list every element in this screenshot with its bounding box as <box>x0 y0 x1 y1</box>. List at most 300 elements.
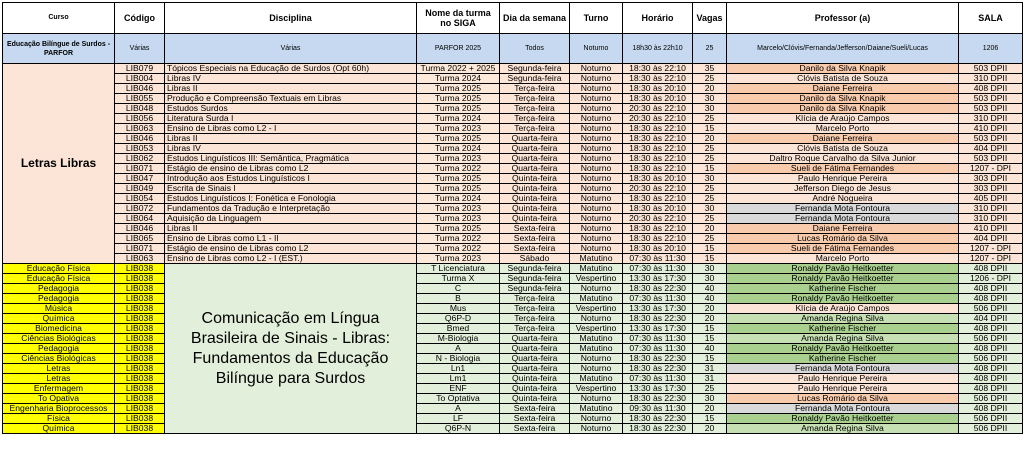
cell-disciplina: Libras II <box>165 134 417 144</box>
cell-codigo: LIB038 <box>115 354 165 364</box>
table-row <box>3 194 1023 204</box>
cell-codigo: LIB079 <box>115 64 165 74</box>
cell-codigo: LIB046 <box>115 134 165 144</box>
cell-vagas: 25 <box>693 234 727 244</box>
cell-professor: Marcelo Porto <box>727 254 959 264</box>
cell-turno: Noturno <box>570 144 623 154</box>
cell-dia: Terça-feira <box>500 84 570 94</box>
cell-curso: Pedagogia <box>3 344 115 354</box>
cell-codigo: LIB038 <box>115 424 165 434</box>
table-row <box>3 234 1023 244</box>
cell-sala: 404 DPII <box>959 234 1023 244</box>
cell-dia: Quinta-feira <box>500 194 570 204</box>
cell-horario: 18:30 às 22:10 <box>623 74 693 84</box>
cell-professor: Ronaldy Pavão Heitkoetter <box>727 344 959 354</box>
cell-professor: Ronaldy Pavão Heitkoetter <box>727 414 959 424</box>
cell-dia: Quinta-feira <box>500 184 570 194</box>
cell-curso: Enfermagem <box>3 384 115 394</box>
cell-professor: Fernanda Mota Fontoura <box>727 364 959 374</box>
cell-codigo: LIB038 <box>115 264 165 274</box>
cell-vagas: 25 <box>693 114 727 124</box>
cell-dia: Terça-feira <box>500 124 570 134</box>
cell-professor: Daiane Ferreira <box>727 84 959 94</box>
cell-sala: 506 DPII <box>959 354 1023 364</box>
table-row <box>3 64 1023 74</box>
cell-sala: 408 DPII <box>959 264 1023 274</box>
cell-turma: C <box>417 284 500 294</box>
cell-sala: 405 DPII <box>959 194 1023 204</box>
cell-dia: Terça-feira <box>500 114 570 124</box>
summary-dia: Todos <box>500 34 570 64</box>
cell-horario: 18:30 às 22:10 <box>623 64 693 74</box>
table-row <box>3 214 1023 224</box>
cell-codigo: LIB004 <box>115 74 165 84</box>
cell-vagas: 25 <box>693 194 727 204</box>
cell-vagas: 30 <box>693 94 727 104</box>
cell-turno: Matutino <box>570 374 623 384</box>
header-horario: Horário <box>623 3 693 34</box>
table-row <box>3 204 1023 214</box>
header-codigo: Código <box>115 3 165 34</box>
cell-vagas: 30 <box>693 394 727 404</box>
summary-codigo: Várias <box>115 34 165 64</box>
cell-vagas: 25 <box>693 214 727 224</box>
table-row <box>3 144 1023 154</box>
cell-horario: 18:30 às 20:10 <box>623 94 693 104</box>
cell-horario: 09:30 às 11:30 <box>623 404 693 414</box>
cell-turno: Matutino <box>570 294 623 304</box>
cell-dia: Quinta-feira <box>500 174 570 184</box>
cell-dia: Sábado <box>500 254 570 264</box>
cell-vagas: 25 <box>693 184 727 194</box>
cell-dia: Sexta-feira <box>500 234 570 244</box>
cell-dia: Quarta-feira <box>500 344 570 354</box>
cell-sala: 1207 - DPI <box>959 244 1023 254</box>
cell-horario: 18:30 às 22:10 <box>623 124 693 134</box>
cell-horario: 18:30 às 22:10 <box>623 144 693 154</box>
cell-turma: Turma 2024 <box>417 194 500 204</box>
cell-turma: Lm1 <box>417 374 500 384</box>
cell-turno: Noturno <box>570 244 623 254</box>
cell-turma: Turma 2022 <box>417 164 500 174</box>
cell-sala: 303 DPII <box>959 184 1023 194</box>
cell-dia: Sexta-feira <box>500 424 570 434</box>
cell-turma: Turma 2022 <box>417 244 500 254</box>
table-row <box>3 154 1023 164</box>
cell-professor: Ronaldy Pavão Heitkoetter <box>727 294 959 304</box>
cell-turma: M-Biologia <box>417 334 500 344</box>
cell-disciplina: Ensino de Libras como L2 - I (EST.) <box>165 254 417 264</box>
cell-professor: Paulo Henrique Pereira <box>727 174 959 184</box>
cell-professor: Danilo da Silva Knapik <box>727 94 959 104</box>
cell-turno: Vespertino <box>570 324 623 334</box>
cell-disciplina: Estágio de ensino de Libras como L2 <box>165 244 417 254</box>
summary-turma: PARFOR 2025 <box>417 34 500 64</box>
cell-professor: Sueli de Fátima Fernandes <box>727 244 959 254</box>
cell-turma: Q6P-D <box>417 314 500 324</box>
cell-dia: Quarta-feira <box>500 364 570 374</box>
cell-disciplina: Estudos Linguísticos I: Fonética e Fonologia <box>165 194 417 204</box>
cell-sala: 506 DPII <box>959 424 1023 434</box>
cell-dia: Terça-feira <box>500 314 570 324</box>
cell-turno: Noturno <box>570 74 623 84</box>
cell-horario: 07:30 às 11:30 <box>623 334 693 344</box>
cell-horario: 20:30 às 22:10 <box>623 114 693 124</box>
cell-curso: Ciências Biológicas <box>3 354 115 364</box>
cell-professor: Clóvis Batista de Souza <box>727 144 959 154</box>
cell-sala: 506 DPII <box>959 414 1023 424</box>
cell-curso: Educação Física <box>3 264 115 274</box>
cell-turno: Noturno <box>570 164 623 174</box>
cell-turno: Vespertino <box>570 274 623 284</box>
cell-disciplina: Introdução aos Estudos Linguísticos I <box>165 174 417 184</box>
table-row <box>3 294 1023 304</box>
cell-dia: Quinta-feira <box>500 384 570 394</box>
cell-codigo: LIB063 <box>115 254 165 264</box>
cell-vagas: 15 <box>693 254 727 264</box>
cell-turma: B <box>417 294 500 304</box>
cell-professor: Daiane Ferreira <box>727 134 959 144</box>
cell-disciplina: Escrita de Sinais I <box>165 184 417 194</box>
cell-vagas: 25 <box>693 384 727 394</box>
cell-horario: 07:30 às 11:30 <box>623 254 693 264</box>
cell-vagas: 30 <box>693 274 727 284</box>
cell-professor: Amanda Regina Silva <box>727 424 959 434</box>
table-row <box>3 354 1023 364</box>
cell-horario: 18:30 às 20:10 <box>623 84 693 94</box>
cell-codigo: LIB038 <box>115 404 165 414</box>
table-row <box>3 274 1023 284</box>
cell-horario: 07:30 às 11:30 <box>623 294 693 304</box>
cell-turma: Ln1 <box>417 364 500 374</box>
header-sala: SALA <box>959 3 1023 34</box>
cell-curso: Pedagogia <box>3 284 115 294</box>
cell-professor: Paulo Henrique Pereira <box>727 384 959 394</box>
cell-professor: Jefferson Diego de Jesus <box>727 184 959 194</box>
cell-curso: Biomedicina <box>3 324 115 334</box>
cell-vagas: 15 <box>693 334 727 344</box>
cell-professor: Fernanda Mota Fontoura <box>727 404 959 414</box>
cell-dia: Segunda-feira <box>500 274 570 284</box>
cell-horario: 18:30 às 22:10 <box>623 134 693 144</box>
cell-curso: To Opativa <box>3 394 115 404</box>
cell-codigo: LIB038 <box>115 274 165 284</box>
cell-disciplina: Aquisição da Linguagem <box>165 214 417 224</box>
cell-professor: Amanda Regina Silva <box>727 334 959 344</box>
cell-vagas: 15 <box>693 164 727 174</box>
cell-dia: Quarta-feira <box>500 164 570 174</box>
cell-turma: Turma 2023 <box>417 154 500 164</box>
cell-professor: Ronaldy Pavão Heitkoetter <box>727 264 959 274</box>
cell-turno: Noturno <box>570 424 623 434</box>
cell-codigo: LIB049 <box>115 184 165 194</box>
cell-professor: Marcelo Porto <box>727 124 959 134</box>
cell-curso: Química <box>3 424 115 434</box>
cell-professor: Lucas Romário da Silva <box>727 394 959 404</box>
cell-turno: Matutino <box>570 254 623 264</box>
cell-disciplina: Estudos Linguísticos III: Semântica, Pragmática <box>165 154 417 164</box>
table-row <box>3 254 1023 264</box>
summary-vagas: 25 <box>693 34 727 64</box>
cell-vagas: 15 <box>693 324 727 334</box>
cell-turno: Matutino <box>570 344 623 354</box>
cell-horario: 07:30 às 11:30 <box>623 344 693 354</box>
cell-professor: Fernanda Mota Fontoura <box>727 214 959 224</box>
cell-sala: 408 DPII <box>959 364 1023 374</box>
table-row <box>3 124 1023 134</box>
table-row <box>3 384 1023 394</box>
cell-turno: Noturno <box>570 214 623 224</box>
table-row <box>3 94 1023 104</box>
cell-vagas: 30 <box>693 204 727 214</box>
cell-turno: Noturno <box>570 314 623 324</box>
cell-professor: Daltro Roque Carvalho da Silva Junior <box>727 154 959 164</box>
cell-codigo: LIB046 <box>115 84 165 94</box>
header-professor: Professor (a) <box>727 3 959 34</box>
cell-codigo: LIB055 <box>115 94 165 104</box>
cell-sala: 408 DPII <box>959 294 1023 304</box>
cell-horario: 18:30 às 22:30 <box>623 354 693 364</box>
table-row <box>3 344 1023 354</box>
cell-vagas: 15 <box>693 414 727 424</box>
table-row <box>3 364 1023 374</box>
cell-professor: Danilo da Silva Knapik <box>727 104 959 114</box>
header-turma: Nome da turma no SIGA <box>417 3 500 34</box>
cell-sala: 310 DPII <box>959 114 1023 124</box>
table-row <box>3 184 1023 194</box>
lib038-disciplina: Comunicação em Língua Brasileira de Sinais - Libras: Fundamentos da Educação Bilíngue para Surdos <box>165 264 417 434</box>
cell-turno: Noturno <box>570 204 623 214</box>
table-row <box>3 394 1023 404</box>
cell-codigo: LIB038 <box>115 394 165 404</box>
cell-codigo: LIB038 <box>115 294 165 304</box>
cell-vagas: 40 <box>693 284 727 294</box>
cell-codigo: LIB038 <box>115 304 165 314</box>
cell-professor: Lucas Romário da Silva <box>727 234 959 244</box>
cell-turma: Turma 2023 <box>417 204 500 214</box>
cell-turno: Noturno <box>570 414 623 424</box>
cell-turma: ENF <box>417 384 500 394</box>
cell-sala: 408 DPII <box>959 84 1023 94</box>
cell-turma: Turma 2025 <box>417 94 500 104</box>
cell-vagas: 31 <box>693 374 727 384</box>
cell-disciplina: Libras IV <box>165 144 417 154</box>
cell-codigo: LIB056 <box>115 114 165 124</box>
cell-turma: Bmed <box>417 324 500 334</box>
cell-curso: Letras <box>3 374 115 384</box>
cell-turma: Turma 2023 <box>417 214 500 224</box>
cell-horario: 07:30 às 11:30 <box>623 374 693 384</box>
cell-codigo: LIB062 <box>115 154 165 164</box>
cell-sala: 503 DPII <box>959 104 1023 114</box>
cell-disciplina: Estágio de ensino de Libras como L2 <box>165 164 417 174</box>
cell-horario: 18:30 às 20:10 <box>623 174 693 184</box>
cell-turno: Noturno <box>570 224 623 234</box>
cell-turma: Turma 2025 <box>417 84 500 94</box>
table-row <box>3 424 1023 434</box>
course-letras-libras: Letras Libras <box>3 64 115 264</box>
cell-turno: Matutino <box>570 264 623 274</box>
cell-horario: 18:30 às 22:30 <box>623 424 693 434</box>
cell-turma: LF <box>417 414 500 424</box>
cell-professor: Ronaldy Pavão Heitkoetter <box>727 274 959 284</box>
cell-sala: 404 DPII <box>959 144 1023 154</box>
header-row <box>3 3 1023 34</box>
cell-turma: T Licenciatura <box>417 264 500 274</box>
cell-dia: Terça-feira <box>500 294 570 304</box>
cell-codigo: LIB053 <box>115 144 165 154</box>
cell-dia: Quinta-feira <box>500 214 570 224</box>
cell-turno: Matutino <box>570 404 623 414</box>
cell-professor: Fernanda Mota Fontoura <box>727 204 959 214</box>
cell-curso: Pedagogia <box>3 294 115 304</box>
cell-turma: Turma 2025 <box>417 224 500 234</box>
cell-turma: A <box>417 404 500 414</box>
cell-turno: Noturno <box>570 194 623 204</box>
cell-codigo: LIB054 <box>115 194 165 204</box>
summary-sala: 1206 <box>959 34 1023 64</box>
cell-turma: N - Biologia <box>417 354 500 364</box>
cell-codigo: LIB038 <box>115 284 165 294</box>
cell-disciplina: Literatura Surda I <box>165 114 417 124</box>
cell-turno: Noturno <box>570 364 623 374</box>
cell-sala: 1207 - DPI <box>959 254 1023 264</box>
cell-dia: Sexta-feira <box>500 244 570 254</box>
cell-curso: Química <box>3 314 115 324</box>
cell-codigo: LIB071 <box>115 244 165 254</box>
cell-disciplina: Libras II <box>165 224 417 234</box>
cell-dia: Quarta-feira <box>500 134 570 144</box>
cell-codigo: LIB071 <box>115 164 165 174</box>
cell-horario: 18:30 às 22:30 <box>623 284 693 294</box>
table-row <box>3 134 1023 144</box>
cell-codigo: LIB038 <box>115 334 165 344</box>
cell-dia: Sexta-feira <box>500 414 570 424</box>
cell-professor: Katherine Fischer <box>727 284 959 294</box>
cell-sala: 408 DPII <box>959 344 1023 354</box>
cell-turma: Turma 2025 <box>417 134 500 144</box>
cell-dia: Terça-feira <box>500 304 570 314</box>
cell-professor: André Nogueira <box>727 194 959 204</box>
table-row <box>3 304 1023 314</box>
cell-disciplina: Estudos Surdos <box>165 104 417 114</box>
table-row <box>3 324 1023 334</box>
summary-professor: Marcelo/Clóvis/Fernanda/Jefferson/Daiane/Sueli/Lucas <box>727 34 959 64</box>
cell-vagas: 20 <box>693 134 727 144</box>
cell-curso: Música <box>3 304 115 314</box>
cell-sala: 503 DPII <box>959 154 1023 164</box>
cell-dia: Segunda-feira <box>500 284 570 294</box>
header-dia: Dia da semana <box>500 3 570 34</box>
cell-turma: Mus <box>417 304 500 314</box>
cell-horario: 18:30 às 20:10 <box>623 204 693 214</box>
cell-vagas: 20 <box>693 314 727 324</box>
cell-turma: Turma 2025 <box>417 104 500 114</box>
table-row <box>3 374 1023 384</box>
header-turno: Turno <box>570 3 623 34</box>
cell-disciplina: Produção e Compreensão Textuais em Libras <box>165 94 417 104</box>
summary-curso: Educação Bilíngue de Surdos - PARFOR <box>3 34 115 64</box>
cell-codigo: LIB038 <box>115 324 165 334</box>
cell-turma: Turma 2022 <box>417 234 500 244</box>
cell-vagas: 15 <box>693 124 727 134</box>
cell-turma: Turma 2025 <box>417 184 500 194</box>
cell-horario: 18:30 às 22:30 <box>623 394 693 404</box>
cell-turma: Turma 2024 <box>417 144 500 154</box>
cell-codigo: LIB063 <box>115 124 165 134</box>
cell-sala: 408 DPII <box>959 404 1023 414</box>
cell-sala: 503 DPII <box>959 134 1023 144</box>
cell-curso: Letras <box>3 364 115 374</box>
cell-dia: Segunda-feira <box>500 74 570 84</box>
cell-professor: Danilo da Silva Knapik <box>727 64 959 74</box>
header-vagas: Vagas <box>693 3 727 34</box>
cell-turno: Noturno <box>570 354 623 364</box>
cell-sala: 506 DPII <box>959 394 1023 404</box>
cell-turma: Turma 2023 <box>417 254 500 264</box>
summary-disciplina: Várias <box>165 34 417 64</box>
cell-horario: 18:30 às 22:10 <box>623 224 693 234</box>
summary-horario: 18h30 às 22h10 <box>623 34 693 64</box>
cell-sala: 503 DPII <box>959 64 1023 74</box>
table-row <box>3 74 1023 84</box>
cell-vagas: 30 <box>693 264 727 274</box>
cell-dia: Quinta-feira <box>500 204 570 214</box>
cell-vagas: 25 <box>693 154 727 164</box>
cell-vagas: 20 <box>693 304 727 314</box>
cell-turma: To Optativa <box>417 394 500 404</box>
cell-horario: 18:30 às 22:10 <box>623 164 693 174</box>
cell-professor: Paulo Henrique Pereira <box>727 374 959 384</box>
cell-turno: Noturno <box>570 64 623 74</box>
cell-professor: Katherine Fischer <box>727 324 959 334</box>
cell-vagas: 20 <box>693 424 727 434</box>
table-row <box>3 244 1023 254</box>
cell-dia: Quinta-feira <box>500 394 570 404</box>
cell-turno: Noturno <box>570 184 623 194</box>
cell-sala: 310 DPII <box>959 214 1023 224</box>
table-row <box>3 84 1023 94</box>
cell-horario: 18:30 às 22:10 <box>623 194 693 204</box>
cell-curso: Ciências Biológicas <box>3 334 115 344</box>
cell-vagas: 30 <box>693 104 727 114</box>
cell-horario: 13:30 às 17:30 <box>623 304 693 314</box>
cell-dia: Terça-feira <box>500 324 570 334</box>
cell-vagas: 40 <box>693 294 727 304</box>
cell-horario: 07:30 às 11:30 <box>623 264 693 274</box>
cell-turma: A <box>417 344 500 354</box>
table-row <box>3 284 1023 294</box>
cell-dia: Quinta-feira <box>500 374 570 384</box>
cell-codigo: LIB047 <box>115 174 165 184</box>
cell-vagas: 15 <box>693 244 727 254</box>
cell-dia: Sexta-feira <box>500 404 570 414</box>
table-row <box>3 174 1023 184</box>
cell-codigo: LIB038 <box>115 344 165 354</box>
header-disciplina: Disciplina <box>165 3 417 34</box>
cell-horario: 13:30 às 17:30 <box>623 274 693 284</box>
cell-horario: 18:30 às 22:30 <box>623 414 693 424</box>
cell-curso: Educação Física <box>3 274 115 284</box>
cell-turno: Noturno <box>570 114 623 124</box>
cell-sala: 303 DPII <box>959 174 1023 184</box>
table-row <box>3 414 1023 424</box>
cell-horario: 20:30 às 22:10 <box>623 214 693 224</box>
cell-horario: 18:30 às 22:10 <box>623 154 693 164</box>
cell-sala: 410 DPII <box>959 224 1023 234</box>
cell-sala: 310 DPII <box>959 204 1023 214</box>
cell-dia: Quarta-feira <box>500 154 570 164</box>
